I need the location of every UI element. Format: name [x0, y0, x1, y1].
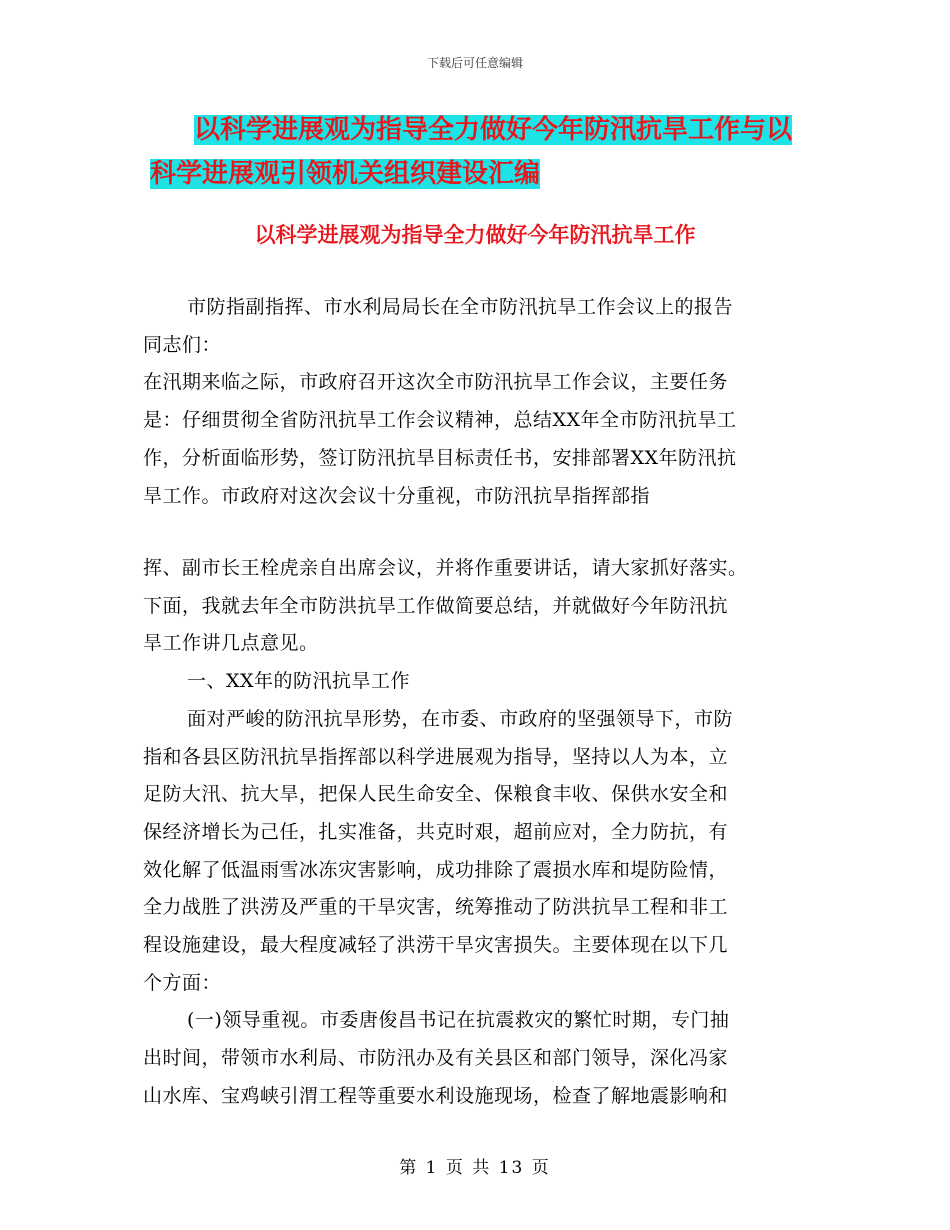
salutation: 同志们：: [143, 333, 222, 356]
paragraph-line: 作，分析面临形势，签订防汛抗旱目标责任书，安排部署XX年防汛抗: [143, 446, 737, 469]
paragraph-line: 效化解了低温雨雪冰冻灾害影响，成功排除了震损水库和堤防险情，: [143, 858, 729, 881]
document-main-title: [150, 108, 850, 196]
paragraph-line: 是：仔细贯彻全省防汛抗旱工作会议精神，总结XX年全市防汛抗旱工: [143, 409, 737, 432]
paragraph-line: 足防大汛、抗大旱，把保人民生命安全、保粮食丰收、保供水安全和: [143, 783, 729, 806]
paragraph-line: 在汛期来临之际，市政府召开这次全市防汛抗旱工作会议，主要任务: [143, 371, 729, 394]
paragraph-line: 山水库、宝鸡峡引渭工程等重要水利设施现场，检查了解地震影响和: [143, 1084, 729, 1107]
main-title-line-2-text: 科学进展观引领机关组织建设汇编: [150, 159, 541, 189]
body-text-block-1: [143, 289, 808, 515]
paragraph-line: 面对严峻的防汛抗旱形势，在市委、市政府的坚强领导下，市防: [187, 707, 734, 730]
page-footer: 第 1 页 共 13 页: [399, 1158, 551, 1178]
paragraph-line: 挥、副市长王栓虎亲自出席会议，并将作重要讲话，请大家抓好落实。: [143, 557, 748, 579]
section-heading-1: 一、XX年的防汛抗旱工作: [187, 670, 411, 693]
report-byline: 市防指副指挥、市水利局局长在全市防汛抗旱工作会议上的报告: [187, 296, 734, 318]
paragraph-line: 下面，我就去年全市防洪抗旱工作做简要总结，并就做好今年防汛抗: [143, 594, 729, 617]
paragraph-line: (一)领导重视。市委唐俊昌书记在抗震救灾的繁忙时期，专门抽: [187, 1009, 730, 1032]
main-title-line-2: [150, 152, 850, 196]
main-title-line-1: [194, 108, 850, 152]
paragraph-line: 旱工作讲几点意见。: [143, 632, 319, 655]
paragraph-line: 旱工作。市政府对这次会议十分重视，市防汛抗旱指挥部指: [143, 484, 651, 507]
body-text-block-2: [143, 550, 808, 1116]
main-title-line-1-text: 以科学进展观为指导全力做好今年防汛抗旱工作与以: [194, 115, 793, 145]
paragraph-line: 全力战胜了洪涝及严重的干旱灾害，统筹推动了防洪抗旱工程和非工: [143, 896, 729, 919]
paragraph-line: 出时间，带领市水利局、市防汛办及有关县区和部门领导，深化冯家: [143, 1047, 729, 1070]
paragraph-line: 程设施建设，最大程度减轻了洪涝干旱灾害损失。主要体现在以下几: [143, 934, 729, 957]
paragraph-line: 保经济增长为己任，扎实准备，共克时艰，超前应对，全力防抗，有: [143, 820, 729, 843]
paragraph-line: 指和各县区防汛抗旱指挥部以科学进展观为指导，坚持以人为本，立: [143, 745, 729, 768]
header-note: 下载后可任意编辑: [426, 56, 523, 70]
paragraph-line: 个方面：: [143, 971, 222, 994]
section-title: 以科学进展观为指导全力做好今年防汛抗旱工作: [254, 223, 696, 247]
